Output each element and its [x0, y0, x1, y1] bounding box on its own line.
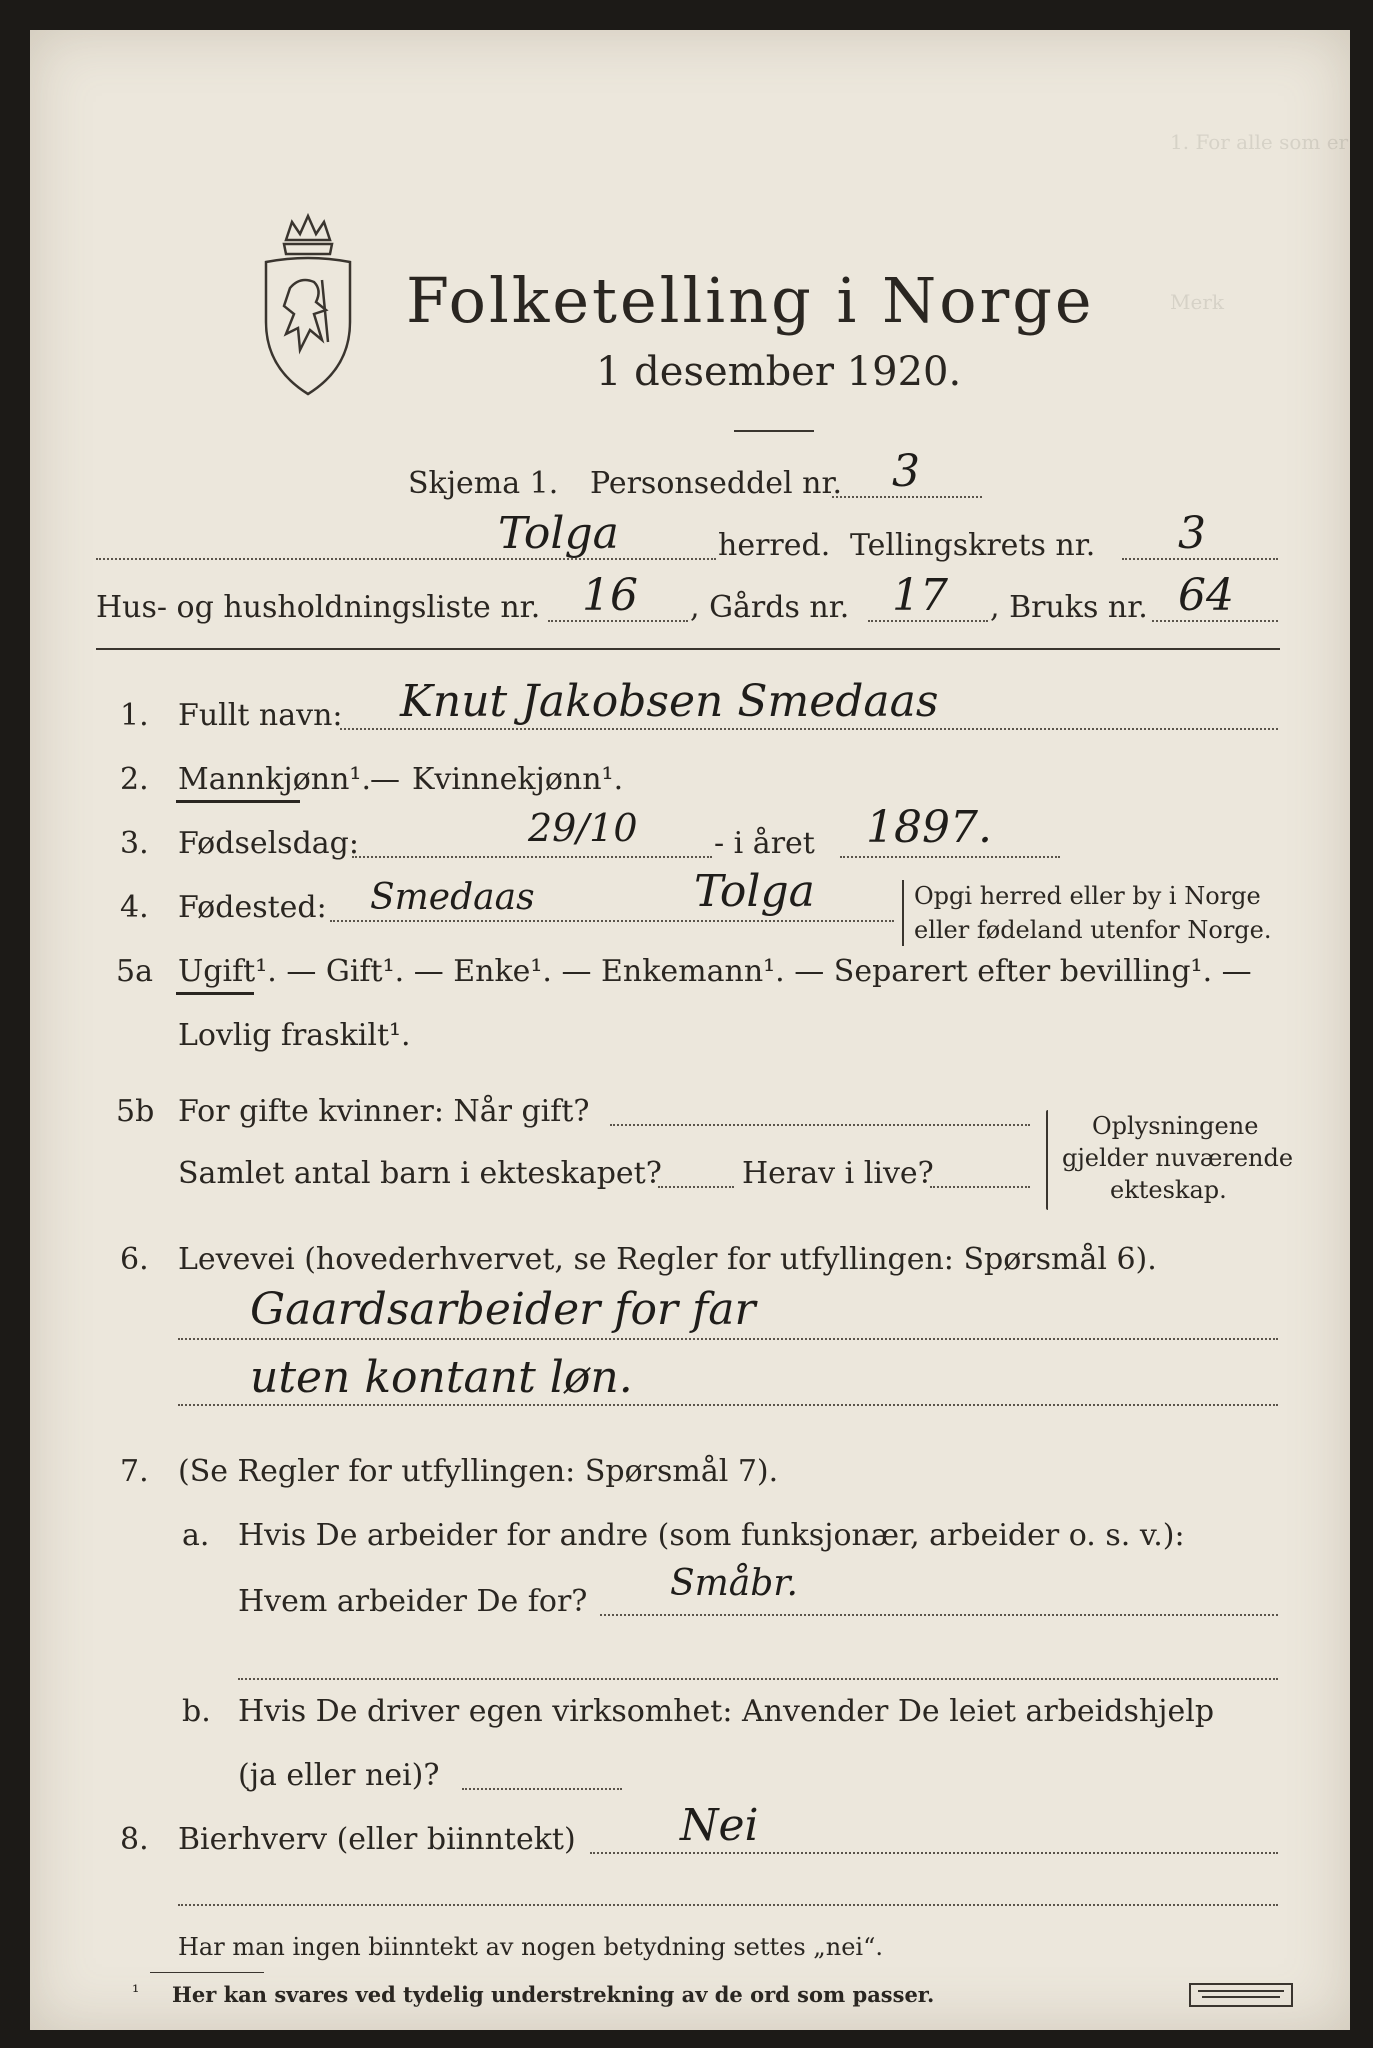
q7a-question: Hvis De arbeider for andre (som funksjonær, arbeider o. s. v.):	[238, 1518, 1185, 1553]
unmarried-underline	[176, 992, 254, 995]
marriage-note-line1: Oplysningene	[1092, 1112, 1259, 1140]
q7-number: 7.	[120, 1454, 149, 1489]
female-option: Kvinnekjønn¹.	[412, 762, 624, 797]
header-rule	[96, 648, 1280, 650]
birthdate-label: Fødselsdag:	[178, 826, 359, 861]
form-title: Folketelling i Norge	[406, 264, 1095, 337]
marital-status-divorced: Lovlig fraskilt¹.	[178, 1018, 411, 1053]
birthplace-note-brace	[902, 880, 904, 946]
q3-number: 3.	[120, 826, 149, 861]
marriage-note-line2: gjelder nuværende	[1062, 1144, 1294, 1172]
side-income-label: Bierhverv (eller biinntekt)	[178, 1822, 576, 1857]
bruks-number: 64	[1178, 570, 1234, 621]
birthplace-note-line2: eller fødeland utenfor Norge.	[914, 916, 1272, 944]
side-income-field-line	[590, 1852, 1278, 1854]
personseddel-number: 3	[892, 446, 920, 497]
birthdate-field-line	[352, 856, 712, 858]
occupation-field-line1	[178, 1338, 1278, 1340]
q5a-number: 5a	[116, 954, 153, 989]
side-income-field-line2	[178, 1904, 1278, 1906]
employer-value: Småbr.	[670, 1563, 799, 1604]
birthdate-value: 29/10	[528, 806, 638, 850]
hired-help-label: (ja eller nei)?	[238, 1758, 440, 1793]
bruks-label: , Bruks nr.	[990, 590, 1148, 625]
occupation-label: Levevei (hovederhvervet, se Regler for utfyllingen: Spørsmål 6).	[178, 1242, 1157, 1277]
tellingskrets-number: 3	[1178, 508, 1206, 559]
census-form-page	[30, 30, 1350, 2030]
title-divider	[734, 430, 814, 432]
male-option: Mannkjønn¹.	[178, 762, 371, 797]
coat-of-arms-icon	[256, 210, 360, 400]
footnote-mark: ¹	[132, 1982, 140, 2003]
children-alive-label: Herav i live?	[742, 1156, 934, 1191]
q7-label: (Se Regler for utfyllingen: Spørsmål 7).	[178, 1454, 779, 1489]
q8-number: 8.	[120, 1822, 149, 1857]
bleed-through-text: 1. For alle som er	[1170, 130, 1349, 154]
birthplace-value: Smedaas	[370, 877, 535, 918]
footnote-text: Her kan svares ved tydelig understrekning av de ord som passer.	[172, 1982, 935, 2007]
birth-year-value: 1897.	[866, 802, 992, 853]
birth-year-field-line	[840, 856, 1060, 858]
married-when-label: For gifte kvinner: Når gift?	[178, 1094, 590, 1129]
marriage-note-brace	[1046, 1110, 1048, 1210]
marriage-note-line3: ekteskap.	[1110, 1176, 1227, 1204]
footnote-rule	[150, 1972, 264, 1973]
birth-year-label: - i året	[714, 826, 815, 861]
herred-value: Tolga	[498, 508, 619, 559]
side-income-value: Nei	[680, 1800, 759, 1851]
birthplace-label: Fødested:	[178, 890, 327, 925]
herred-field-line	[96, 558, 716, 560]
occupation-field-line2	[178, 1404, 1278, 1406]
herred-label: herred.	[718, 528, 831, 563]
printer-stamp-icon	[1188, 1982, 1294, 2008]
full-name-label: Fullt navn:	[178, 698, 343, 733]
birthplace-note-line1: Opgi herred eller by i Norge	[914, 882, 1261, 910]
personseddel-label: Personseddel nr.	[590, 466, 843, 501]
q7a-letter: a.	[182, 1518, 210, 1553]
hired-help-field-line	[462, 1788, 622, 1790]
q1-number: 1.	[120, 698, 149, 733]
q7b-question: Hvis De driver egen virksomhet: Anvender De leiet arbeidshjelp	[238, 1694, 1215, 1729]
full-name-field-line	[340, 728, 1278, 730]
bleed-through-text: Merk	[1170, 290, 1224, 314]
marital-status-options: Ugift¹. — Gift¹. — Enke¹. — Enkemann¹. — Separert efter bevilling¹. —	[178, 954, 1252, 989]
birthplace-herred-value: Tolga	[694, 866, 815, 917]
household-list-number: 16	[582, 570, 638, 621]
gards-number: 17	[892, 570, 948, 621]
q5b-number: 5b	[116, 1094, 155, 1129]
household-list-label: Hus- og husholdningsliste nr.	[96, 590, 541, 625]
married-when-field-line	[610, 1124, 1030, 1126]
tellingskrets-label: Tellingskrets nr.	[850, 528, 1096, 563]
footer-note: Har man ingen biinntekt av nogen betydning settes „nei“.	[178, 1933, 883, 1961]
children-total-label: Samlet antal barn i ekteskapet?	[178, 1156, 662, 1191]
census-date: 1 desember 1920.	[596, 349, 962, 395]
q7b-letter: b.	[182, 1694, 211, 1729]
male-underline	[176, 800, 300, 803]
q6-number: 6.	[120, 1242, 149, 1277]
children-total-field-line	[658, 1186, 734, 1188]
occupation-answer-line1: Gaardsarbeider for far	[250, 1284, 756, 1335]
employer-field-line	[600, 1614, 1278, 1616]
employer-label: Hvem arbeider De for?	[238, 1584, 588, 1619]
gender-separator: —	[370, 762, 400, 797]
schema-label: Skjema 1.	[408, 466, 559, 501]
gards-label: , Gårds nr.	[690, 590, 850, 625]
occupation-answer-line2: uten kontant løn.	[250, 1352, 633, 1403]
employer-field-line2	[238, 1678, 1278, 1680]
q4-number: 4.	[120, 890, 149, 925]
full-name-value: Knut Jakobsen Smedaas	[400, 676, 939, 727]
children-alive-field-line	[930, 1186, 1030, 1188]
q2-number: 2.	[120, 762, 149, 797]
